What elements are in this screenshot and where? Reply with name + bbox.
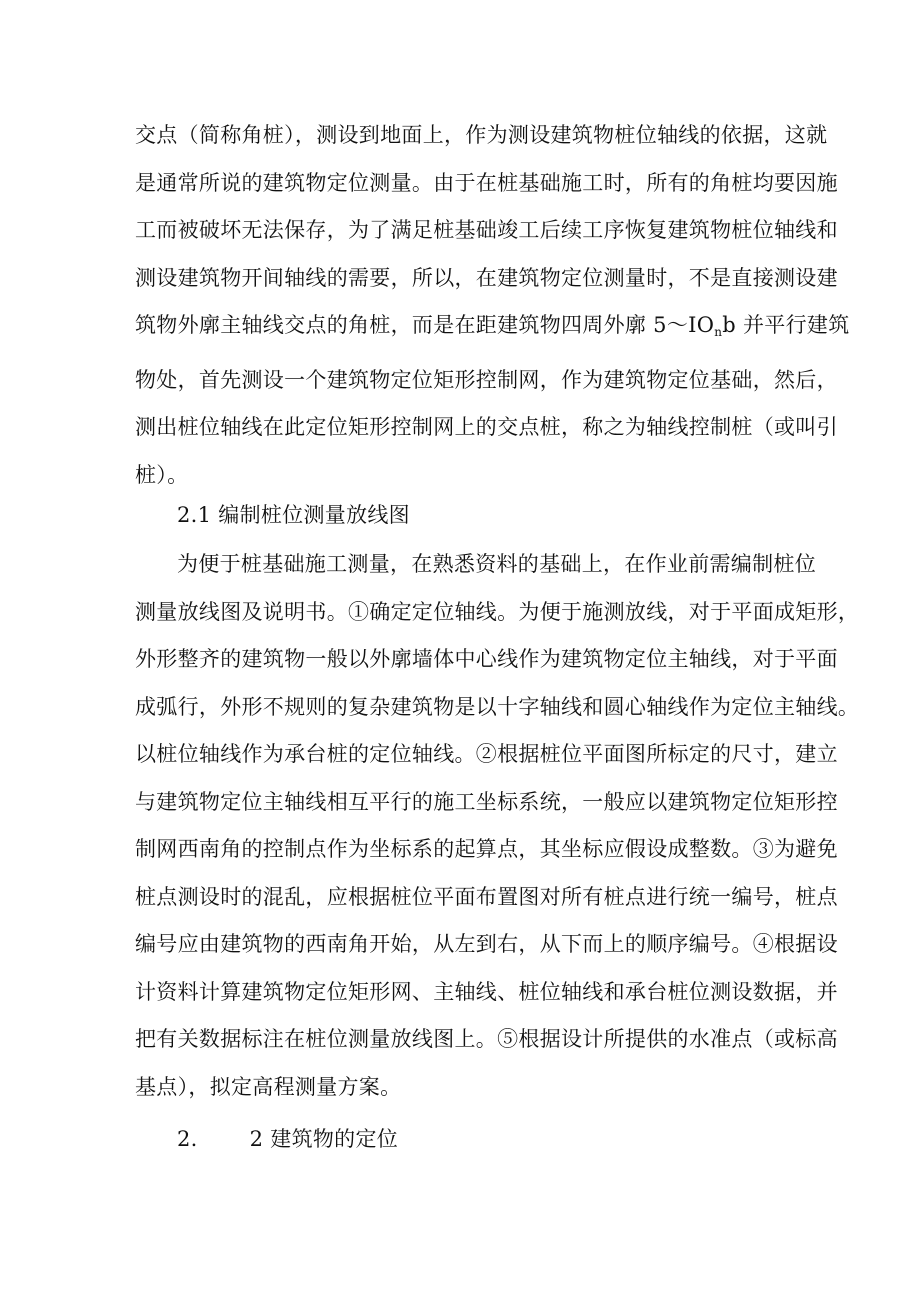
text-line: 与建筑物定位主轴线相互平行的施工坐标系统，一般应以建筑物定位矩形控 xyxy=(135,789,838,814)
text-line: 基点），拟定高程测量方案。 xyxy=(135,1074,402,1099)
text-line: 测量放线图及说明书。①确定定位轴线。为便于施测放线，对于平面成矩形， xyxy=(135,599,860,624)
section-heading-2-1: 2.1 编制桩位测量放线图 xyxy=(177,503,410,527)
text-line: 测设建筑物开间轴线的需要，所以，在建筑物定位测量时，不是直接测设建 xyxy=(135,265,838,290)
text-line: 制网西南角的控制点作为坐标系的起算点，其坐标应假设成整数。③为避免 xyxy=(135,837,838,861)
text-line: 计资料计算建筑物定位矩形网、主轴线、桩位轴线和承台桩位测设数据，并 xyxy=(135,979,838,1004)
heading-number: 2. xyxy=(177,1127,198,1151)
text-line: 桩点测设时的混乱，应根据桩位平面布置图对所有桩点进行统一编号，桩点 xyxy=(135,884,838,909)
paragraph-layout-drawing xyxy=(135,541,860,1111)
heading-title: 2 建筑物的定位 xyxy=(249,1127,399,1151)
text-line: 为便于桩基础施工测量，在熟悉资料的基础上，在作业前需编制桩位 xyxy=(177,552,816,576)
text-line: 外形整齐的建筑物一般以外廓墙体中心线作为建筑物定位主轴线，对于平面 xyxy=(135,647,838,671)
text-line: 交点（简称角桩），测设到地面上，作为测设建筑物桩位轴线的依据，这就 xyxy=(135,123,828,147)
section-heading-2-2 xyxy=(177,1116,837,1164)
text-line-with-subscript xyxy=(135,302,850,357)
text-line: 测出桩位轴线在此定位矩形控制网上的交点桩，称之为轴线控制桩（或叫引 xyxy=(135,415,838,439)
text-line: 是通常所说的建筑物定位测量。由于在桩基础施工时，所有的角桩均要因施 xyxy=(135,170,838,195)
text-line: 编号应由建筑物的西南角开始，从左到右，从下而上的顺序编号。④根据设 xyxy=(135,932,838,956)
text-segment: b 并平行建筑 xyxy=(722,313,850,337)
text-line: 成弧行，外形不规则的复杂建筑物是以十字轴线和圆心轴线作为定位主轴线。 xyxy=(135,694,860,719)
text-line: 把有关数据标注在桩位测量放线图上。⑤根据设计所提供的水准点（或标高 xyxy=(135,1027,838,1051)
subscript: n xyxy=(714,325,723,339)
text-line: 物处，首先测设一个建筑物定位矩形控制网，作为建筑物定位基础，然后， xyxy=(135,367,838,392)
text-line: 以桩位轴线作为承台桩的定位轴线。②根据桩位平面图所标定的尺寸，建立 xyxy=(135,742,838,766)
text-line: 工而被破坏无法保存，为了满足桩基础竣工后续工序恢复建筑物桩位轴线和 xyxy=(135,218,838,242)
text-segment: 筑物外廓主轴线交点的角桩，而是在距建筑物四周外廓 5～IO xyxy=(135,313,715,337)
text-line: 桩）。 xyxy=(135,462,189,487)
paragraph-positioning-survey xyxy=(135,112,850,499)
